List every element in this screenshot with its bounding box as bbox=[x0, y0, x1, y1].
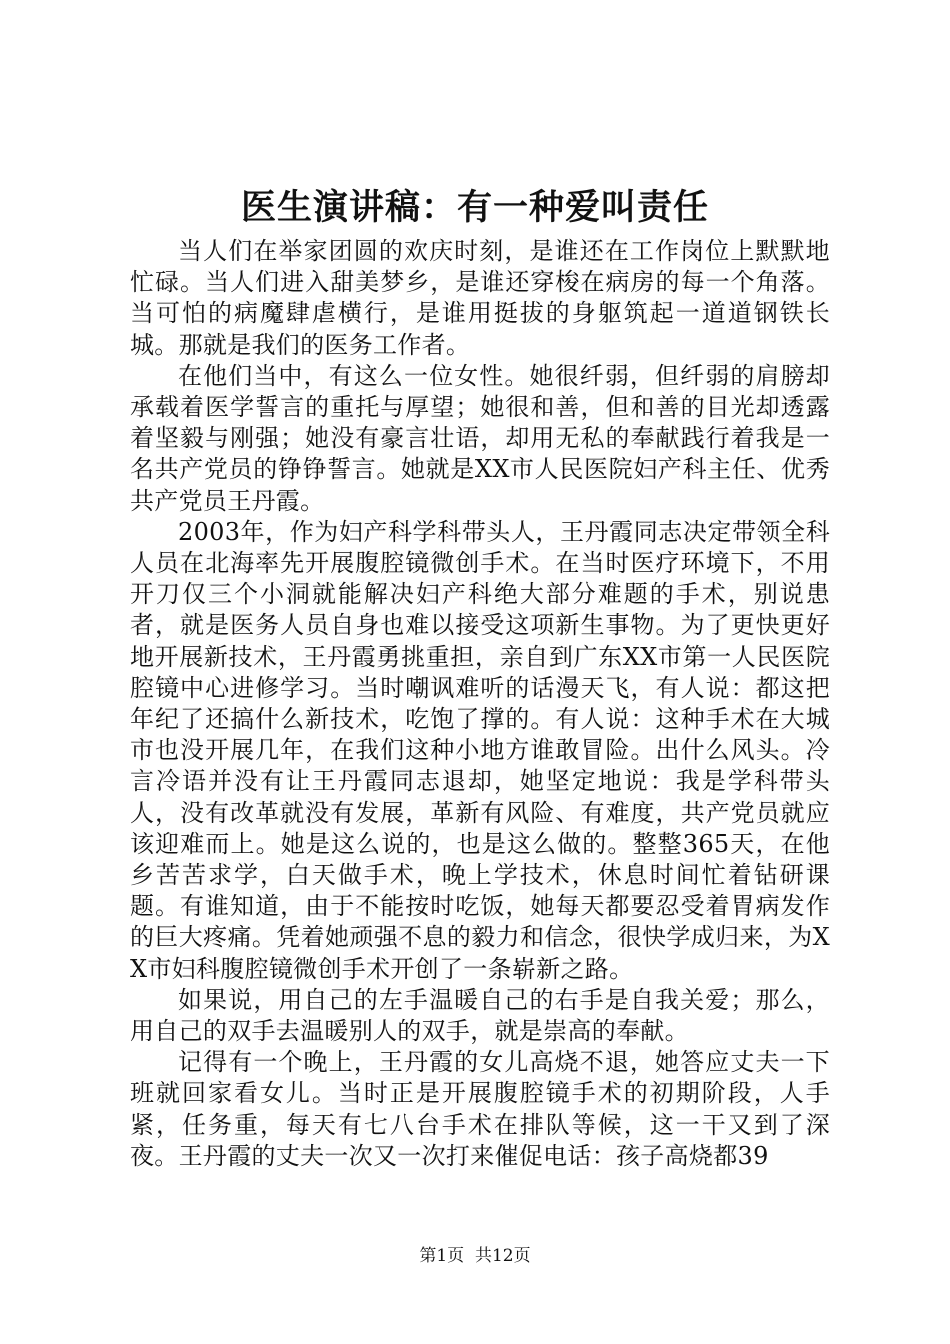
document-body bbox=[130, 236, 830, 1172]
page-footer bbox=[0, 1245, 950, 1267]
document-title: 医生演讲稿：有一种爱叫责任 bbox=[240, 187, 709, 228]
page-number-label: 第1页 共12页 bbox=[419, 1246, 531, 1266]
paragraph-3: 2003年，作为妇产科学科带头人，王丹霞同志决定带领全科人员在北海率先开展腹腔镜微创手术。在当时医疗环境下，不用开刀仅三个小洞就能解决妇产科绝大部分难题的手术，别说患者，就是医务人员自身也难以接受这项新生事物。为了更快更好地开展新技术，王丹霞勇挑重担，亲自到广东XX市第一人民医院腔镜中心进修学习。当时嘲讽难听的话漫天飞，有人说：都这把年纪了还搞什么新技术，吃饱了撑的。有人说：这种手术在大城市也没开展几年，在我们这种小地方谁敢冒险。出什么风头。冷言冷语并没有让王丹霞同志退却，她坚定地说：我是学科带头人，没有改革就没有发展，革新有风险、有难度，共产党员就应该迎难而上。她是这么说的，也是这么做的。整整365天，在他乡苦苦求学，白天做手术，晚上学技术，休息时间忙着钻研课题。有谁知道，由于不能按时吃饭，她每天都要忍受着胃病发作的巨大疼痛。凭着她顽强不息的毅力和信念，很快学成归来，为XX市妇科腹腔镜微创手术开创了一条崭新之路。 bbox=[130, 517, 830, 983]
paragraph-4: 如果说，用自己的左手温暖自己的右手是自我关爱；那么，用自己的双手去温暖别人的双手，就是崇高的奉献。 bbox=[130, 985, 830, 1046]
paragraph-1: 当人们在举家团圆的欢庆时刻，是谁还在工作岗位上默默地忙碌。当人们进入甜美梦乡，是谁还穿梭在病房的每一个角落。当可怕的病魔肆虐横行，是谁用挺拔的身躯筑起一道道钢铁长城。那就是我们的医务工作者。 bbox=[130, 237, 830, 359]
paragraph-2: 在他们当中，有这么一位女性。她很纤弱，但纤弱的肩膀却承载着医学誓言的重托与厚望；她很和善，但和善的目光却透露着坚毅与刚强；她没有豪言壮语，却用无私的奉献践行着我是一名共产党员的铮铮誓言。她就是XX市人民医院妇产科主任、优秀共产党员王丹霞。 bbox=[130, 361, 830, 515]
paragraph-5: 记得有一个晚上，王丹霞的女儿高烧不退，她答应丈夫一下班就回家看女儿。当时正是开展腹腔镜手术的初期阶段，人手紧，任务重，每天有七八台手术在排队等候，这一干又到了深夜。王丹霞的丈夫一次又一次打来催促电话：孩子高烧都39 bbox=[130, 1048, 830, 1170]
